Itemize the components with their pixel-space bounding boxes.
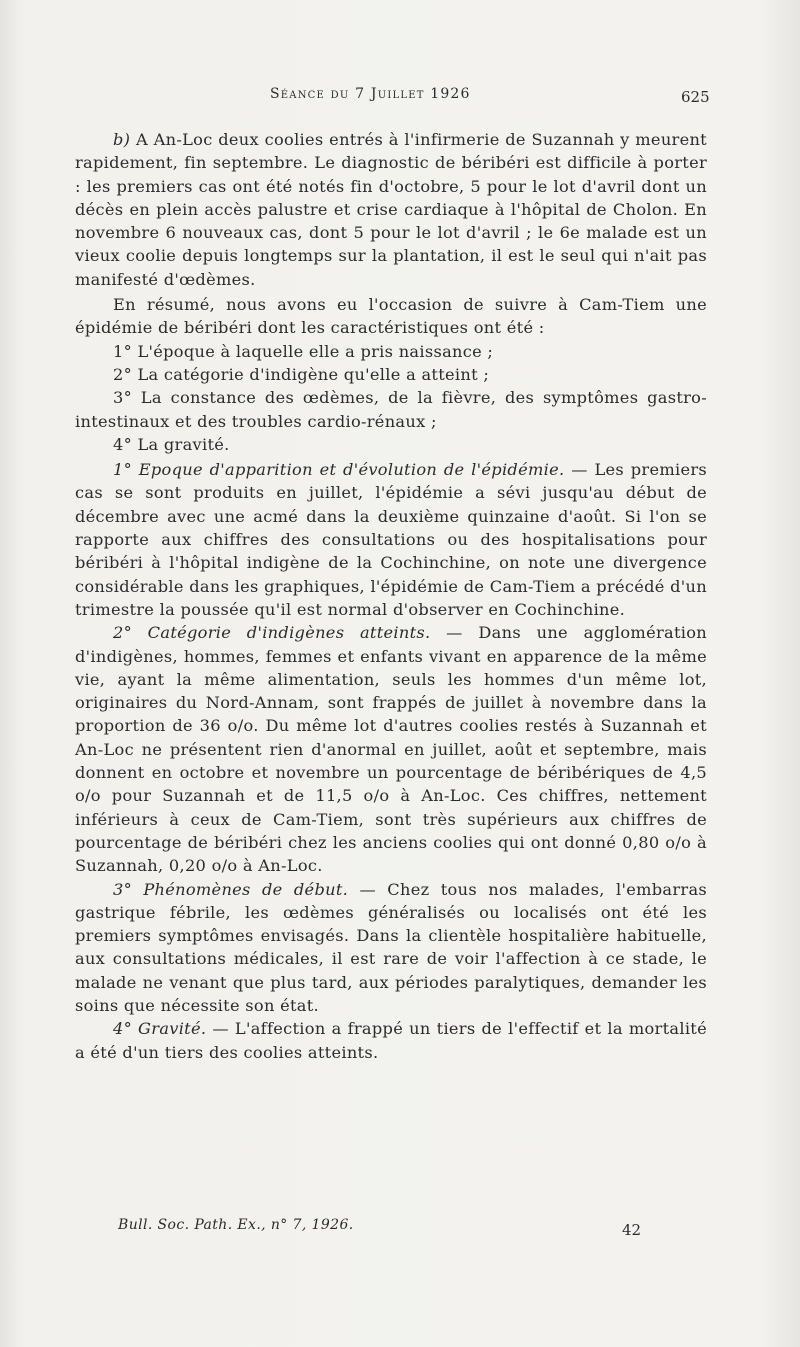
- paragraph: [75, 386, 707, 433]
- paragraph-lead: 2° Catégorie d'indigènes atteints.: [113, 623, 431, 643]
- paragraph: [75, 621, 707, 877]
- paragraph-lead: 3° Phénomènes de début.: [113, 879, 349, 899]
- journal-citation: Bull. Soc. Path. Ex., n° 7, 1926.: [118, 1217, 354, 1233]
- paragraph: [75, 433, 707, 456]
- paragraph-text: 2° La catégorie d'indigène qu'elle a atteint ;: [113, 364, 490, 384]
- paragraph-text: — Dans une agglomération d'indigènes, hommes, femmes et enfants vivant en apparence de la même vie, ayant la même alimentation, seuls les hommes d'un même lot, originaires du Nord-Annam, sont frappés de juillet à novembre dans la proportion de 36 o/o. Du même lot d'autres coolies restés à Suzannah et An-Loc ne présentent rien d'anormal en juillet, août et septembre, mais donnent en octobre et novembre un pourcentage de béribériques de 4,5 o/o pour Suzannah et de 11,5 o/o à An-Loc. Ces chiffres, nettement inférieurs à ceux de Cam-Tiem, sont très supérieurs aux chiffres de pourcentage de béribéri chez les anciens coolies qui ont donné 0,80 o/o à Suzannah, 0,20 o/o à An-Loc.: [75, 623, 707, 876]
- paragraph: [75, 1017, 707, 1064]
- page-number: 625: [681, 88, 710, 106]
- paragraph-text: — Chez tous nos malades, l'embarras gastrique fébrile, les œdèmes généralisés ou localisés ont été les premiers symptômes envisagés. Dans la clientèle hospitalière habituelle, aux consultations médicales, il est rare de voir l'affection à ce stade, le malade ne venant que plus tard, aux périodes paralytiques, demander les soins que nécessite son état.: [75, 879, 707, 1015]
- paragraph-lead: 4° Gravité.: [113, 1019, 207, 1039]
- paragraph: [75, 128, 707, 291]
- paragraph-text: 1° L'époque à laquelle elle a pris naissance ;: [113, 341, 494, 361]
- paragraph: [75, 878, 707, 1018]
- paragraph: [75, 363, 707, 386]
- paragraph-text: — L'affection a frappé un tiers de l'effectif et la mortalité a été d'un tiers des coolies atteints.: [75, 1019, 707, 1062]
- paragraph: [75, 340, 707, 363]
- paragraph-lead: 1° Epoque d'apparition et d'évolution de l'épidémie.: [113, 460, 565, 480]
- running-head: Séance du 7 Juillet 1926: [270, 86, 471, 102]
- body-text: [75, 128, 707, 1064]
- page-footer: [0, 1217, 800, 1243]
- paragraph-text: 3° La constance des œdèmes, de la fièvre, des symptômes gastro-intestinaux et des troubles cardio-rénaux ;: [75, 388, 707, 431]
- signature-mark: 42: [622, 1221, 642, 1239]
- page-header: [0, 86, 800, 110]
- paragraph: [75, 293, 707, 340]
- paragraph-text: — Les premiers cas se sont produits en juillet, l'épidémie a sévi jusqu'au début de décembre avec une acmé dans la deuxième quinzaine d'août. Si l'on se rapporte aux chiffres des consultations ou des hospitalisations pour béribéri à l'hôpital indigène de la Cochinchine, on note une divergence considérable dans les graphiques, l'épidémie de Cam-Tiem a précédé d'un trimestre la poussée qu'il est normal d'observer en Cochinchine.: [75, 460, 707, 619]
- paragraph-text: 4° La gravité.: [113, 434, 230, 454]
- paragraph-text: En résumé, nous avons eu l'occasion de suivre à Cam-Tiem une épidémie de béribéri dont les caractéristiques ont été :: [75, 295, 707, 338]
- paragraph-lead: b): [113, 130, 131, 149]
- paragraph-text: A An-Loc deux coolies entrés à l'infirmerie de Suzannah y meurent rapidement, fin septembre. Le diagnostic de béribéri est difficile à porter : les premiers cas ont été notés fin d'octobre, 5 pour le lot d'avril dont un décès en plein accès palustre et crise cardiaque à l'hôpital de Cholon. En novembre 6 nouveaux cas, dont 5 pour le lot d'avril ; le 6e malade est un vieux coolie depuis longtemps sur la plantation, il est le seul qui n'ait pas manifesté d'œdèmes.: [75, 130, 707, 289]
- paragraph: [75, 458, 707, 621]
